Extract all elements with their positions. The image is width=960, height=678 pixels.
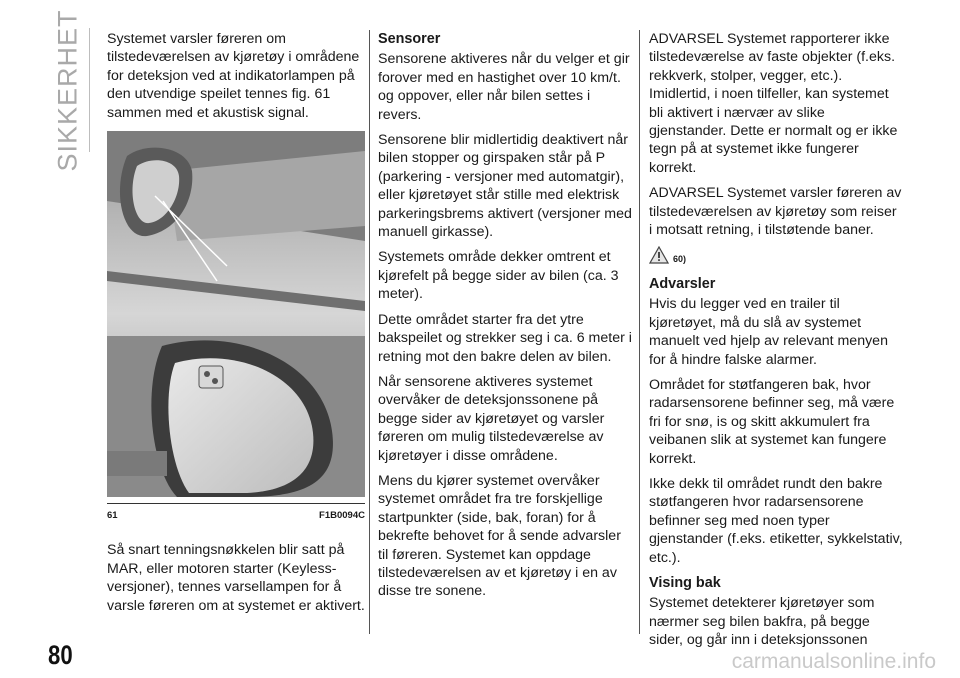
col2-paragraph: Dette området starter fra det ytre bakspeilet og strekker seg i ca. 6 meter i retning mot den bakre delen av bilen. bbox=[378, 311, 632, 365]
mirror-illustration bbox=[107, 131, 365, 497]
figure-code: F1B0094C bbox=[319, 510, 365, 522]
figure-mirror-illustration bbox=[107, 131, 365, 497]
col3-paragraph-advarsel-1: ADVARSEL Systemet rapporterer ikke tilstedeværelse av faste objekter (f.eks. rekkverk, stolper, vegger, etc.). Imidlertid, i noen tilfeller, kan systemet bli aktivert i nærvær av slike gjenstander. Dette er normalt og er ikke tegn på at systemet ikke fungerer korrekt. bbox=[649, 31, 898, 176]
col3-paragraph: Ikke dekk til området rundt den bakre støtfangeren hvor radarsensorene befinner seg med noen typer gjenstander (f.eks. etiketter, sykkelstativ, etc.). bbox=[649, 475, 903, 566]
col2-paragraph: Sensorene blir midlertidig deaktivert når bilen stopper og girspaken står på P (parkering - versjoner med automatgir), eller kjøretøyet står stille med elektrisk parkeringsbrems aktivert (versjoner med manuell girkasse). bbox=[378, 132, 632, 241]
section-tab-label: SIKKERHET bbox=[52, 8, 83, 172]
heading-sensorer: Sensorer bbox=[378, 31, 441, 47]
section-tab bbox=[46, 8, 90, 172]
page-number: 80 bbox=[48, 640, 73, 670]
figure-caption bbox=[107, 503, 365, 525]
col3-paragraph: Hvis du legger ved en trailer til kjøretøyet, må du slå av systemet manuelt ved hjelp av relevant menyen for å hindre falske alarmer. bbox=[649, 296, 888, 368]
col2-paragraph: Sensorene aktiveres når du velger et gir forover med en hastighet over 10 km/t. og oppover, eller når bilen settes i revers. bbox=[378, 51, 630, 123]
column-2 bbox=[378, 30, 632, 608]
column-divider-1 bbox=[369, 30, 370, 634]
col2-paragraph: Systemets område dekker omtrent et kjørefelt på begge sider av bilen (ca. 3 meter). bbox=[378, 249, 619, 303]
column-3 bbox=[649, 30, 903, 657]
figure-number: 61 bbox=[107, 510, 118, 522]
col1-paragraph-2: Så snart tenningsnøkkelen blir satt på MAR, eller motoren starter (Keyless-versjoner), tennes varsellampen for å varsle føreren om at systemet er aktivert. bbox=[107, 542, 365, 614]
watermark: carmanualsonline.info bbox=[731, 650, 936, 673]
heading-advarsler: Advarsler bbox=[649, 275, 716, 292]
col3-paragraph-advarsel-2: ADVARSEL Systemet varsler føreren av tilstedeværelsen av kjøretøy som reiser i motsatt retning, i tilstøtende baner. bbox=[649, 185, 902, 239]
warning-triangle-icon bbox=[649, 246, 669, 264]
col2-paragraph: Når sensorene aktiveres systemet overvåker de deteksjonssonene på begge sider av kjøretøyet og varsler føreren om mulig tilstedeværelse av kjøretøyer i disse områdene. bbox=[378, 373, 605, 464]
warning-ref-number: 60) bbox=[673, 254, 687, 265]
col3-paragraph-last: Systemet detekterer kjøretøyer som nærmer seg bilen bakfra, på begge sider, og går inn i deteksjonssonen bbox=[649, 595, 875, 649]
col1-paragraph-1: Systemet varsler føreren om tilstedeværelsen av kjøretøy i områdene for deteksjon ved at indikatorlampen på den utvendige speilet tennes fig. 61 sammen med et akustisk signal. bbox=[107, 31, 360, 121]
heading-vising-bak: Vising bak bbox=[649, 574, 721, 591]
section-tab-rule bbox=[89, 28, 90, 152]
col3-paragraph: Området for støtfangeren bak, hvor radarsensorene befinner seg, må være fri for snø, is og skitt akkumulert fra veibanen slik at systemet kan fungere korrekt. bbox=[649, 376, 895, 467]
column-1 bbox=[107, 30, 365, 622]
warning-reference bbox=[649, 246, 903, 268]
column-divider-2 bbox=[639, 30, 640, 634]
col2-paragraph: Mens du kjører systemet overvåker systemet området fra tre forskjellige startpunkter (side, bak, foran) for å bekrefte behovet for å sende advarsler til føreren. Systemet kan oppdage tilstedeværelsen av et kjøretøy i en av disse tre sonene. bbox=[378, 472, 621, 600]
